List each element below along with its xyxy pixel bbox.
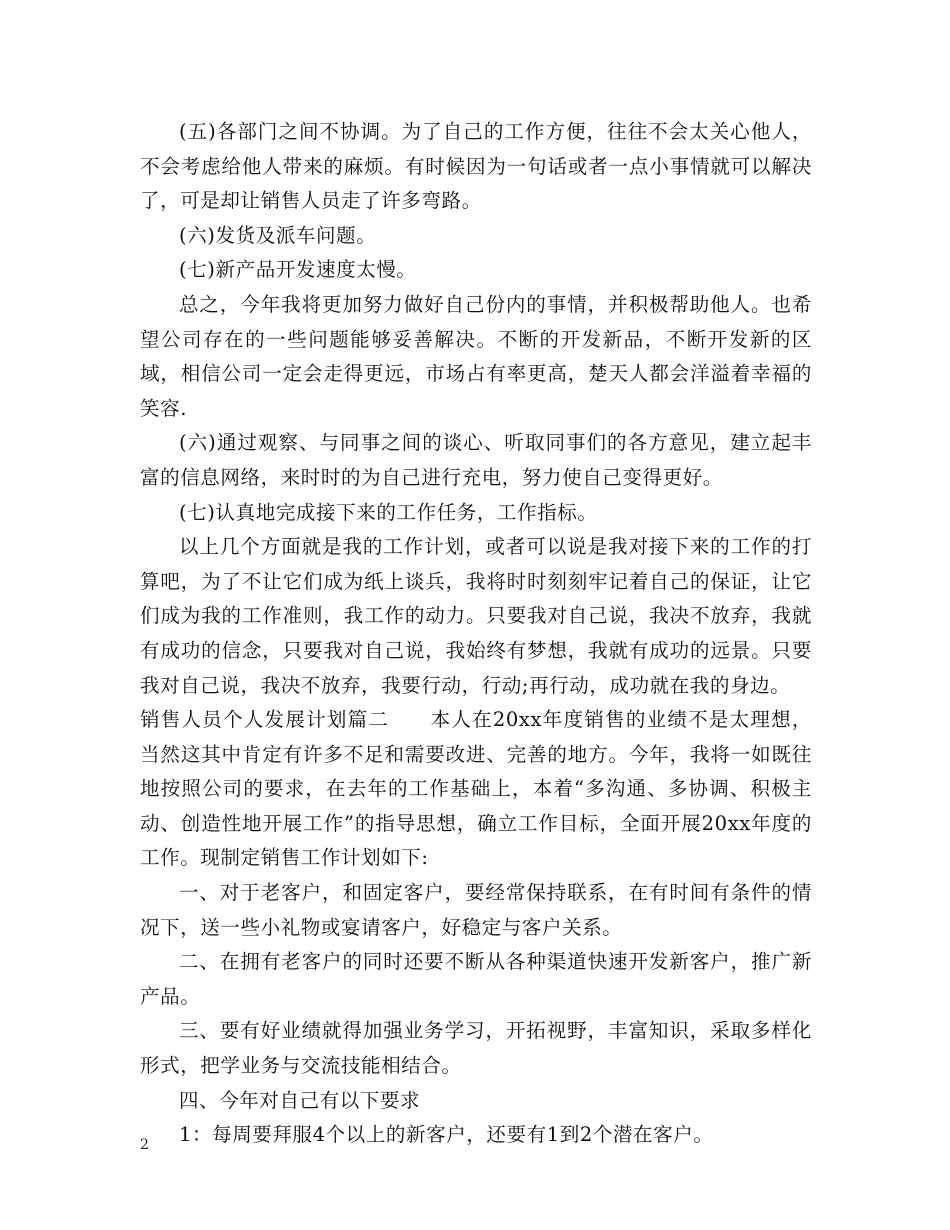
paragraph-new-customers: 二、在拥有老客户的同时还要不断从各种渠道快速开发新客户，推广新产品。 — [140, 950, 812, 1008]
paragraph-plan-part-two: 销售人员个人发展计划篇二 本人在20xx年度销售的业绩不是太理想，当然这其中肯定有许多不足和需要改进、完善的地方。今年，我将一如既往地按照公司的要求，在去年的工作基础上，本着“多沟通、多协调、积极主动、创造性地开展工作”的指导思想，确立工作目标，全面开展20xx年度的工作。现制定销售工作计划如下: — [140, 708, 812, 870]
paragraph-information-network: (六)通过观察、与同事之间的谈心、听取同事们的各方意见，建立起丰富的信息网络，来时时的为自己进行充电，努力使自己变得更好。 — [140, 431, 812, 489]
paragraph-department-coordination: (五)各部门之间不协调。为了自己的工作方便，往往不会太关心他人，不会考虑给他人带来的麻烦。有时候因为一句话或者一点小事情就可以解决了，可是却让销售人员走了许多弯路。 — [140, 120, 812, 213]
page-number: 2 — [140, 1137, 149, 1153]
paragraph-work-plan-conclusion: 以上几个方面就是我的工作计划，或者可以说是我对接下来的工作的打算吧，为了不让它们成为纸上谈兵，我将时时刻刻牢记着自己的保证，让它们成为我的工作准则，我工作的动力。只要我对自己说，我决不放弃，我就有成功的信念，只要我对自己说，我始终有梦想，我就有成功的远景。只要我对自己说，我决不放弃，我要行动，行动;再行动，成功就在我的身边。 — [140, 535, 812, 697]
paragraph-business-learning: 三、要有好业绩就得加强业务学习，开拓视野，丰富知识，采取多样化形式，把学业务与交流技能相结合。 — [140, 1019, 812, 1078]
paragraph-self-requirements: 四、今年对自己有以下要求 — [179, 1088, 421, 1112]
paragraph-work-tasks: (七)认真地完成接下来的工作任务，工作指标。 — [179, 500, 598, 524]
paragraph-product-development: (七)新产品开发速度太慢。 — [179, 258, 417, 282]
paragraph-old-customers: 一、对于老客户，和固定客户，要经常保持联系，在有时间有条件的情况下，送一些小礼物或宴请客户，好稳定与客户关系。 — [140, 881, 812, 939]
paragraph-weekly-visits: 1：每周要拜服4个以上的新客户，还要有1到2个潜在客户。 — [179, 1123, 714, 1147]
document-body — [140, 115, 812, 1153]
paragraph-summary: 总之，今年我将更加努力做好自己份内的事情，并积极帮助他人。也希望公司存在的一些问题能够妥善解决。不断的开发新品，不断开发新的区域，相信公司一定会走得更远，市场占有率更高，楚天人都会洋溢着幸福的笑容. — [140, 292, 812, 420]
paragraph-shipping-issue: (六)发货及派车问题。 — [179, 223, 377, 247]
